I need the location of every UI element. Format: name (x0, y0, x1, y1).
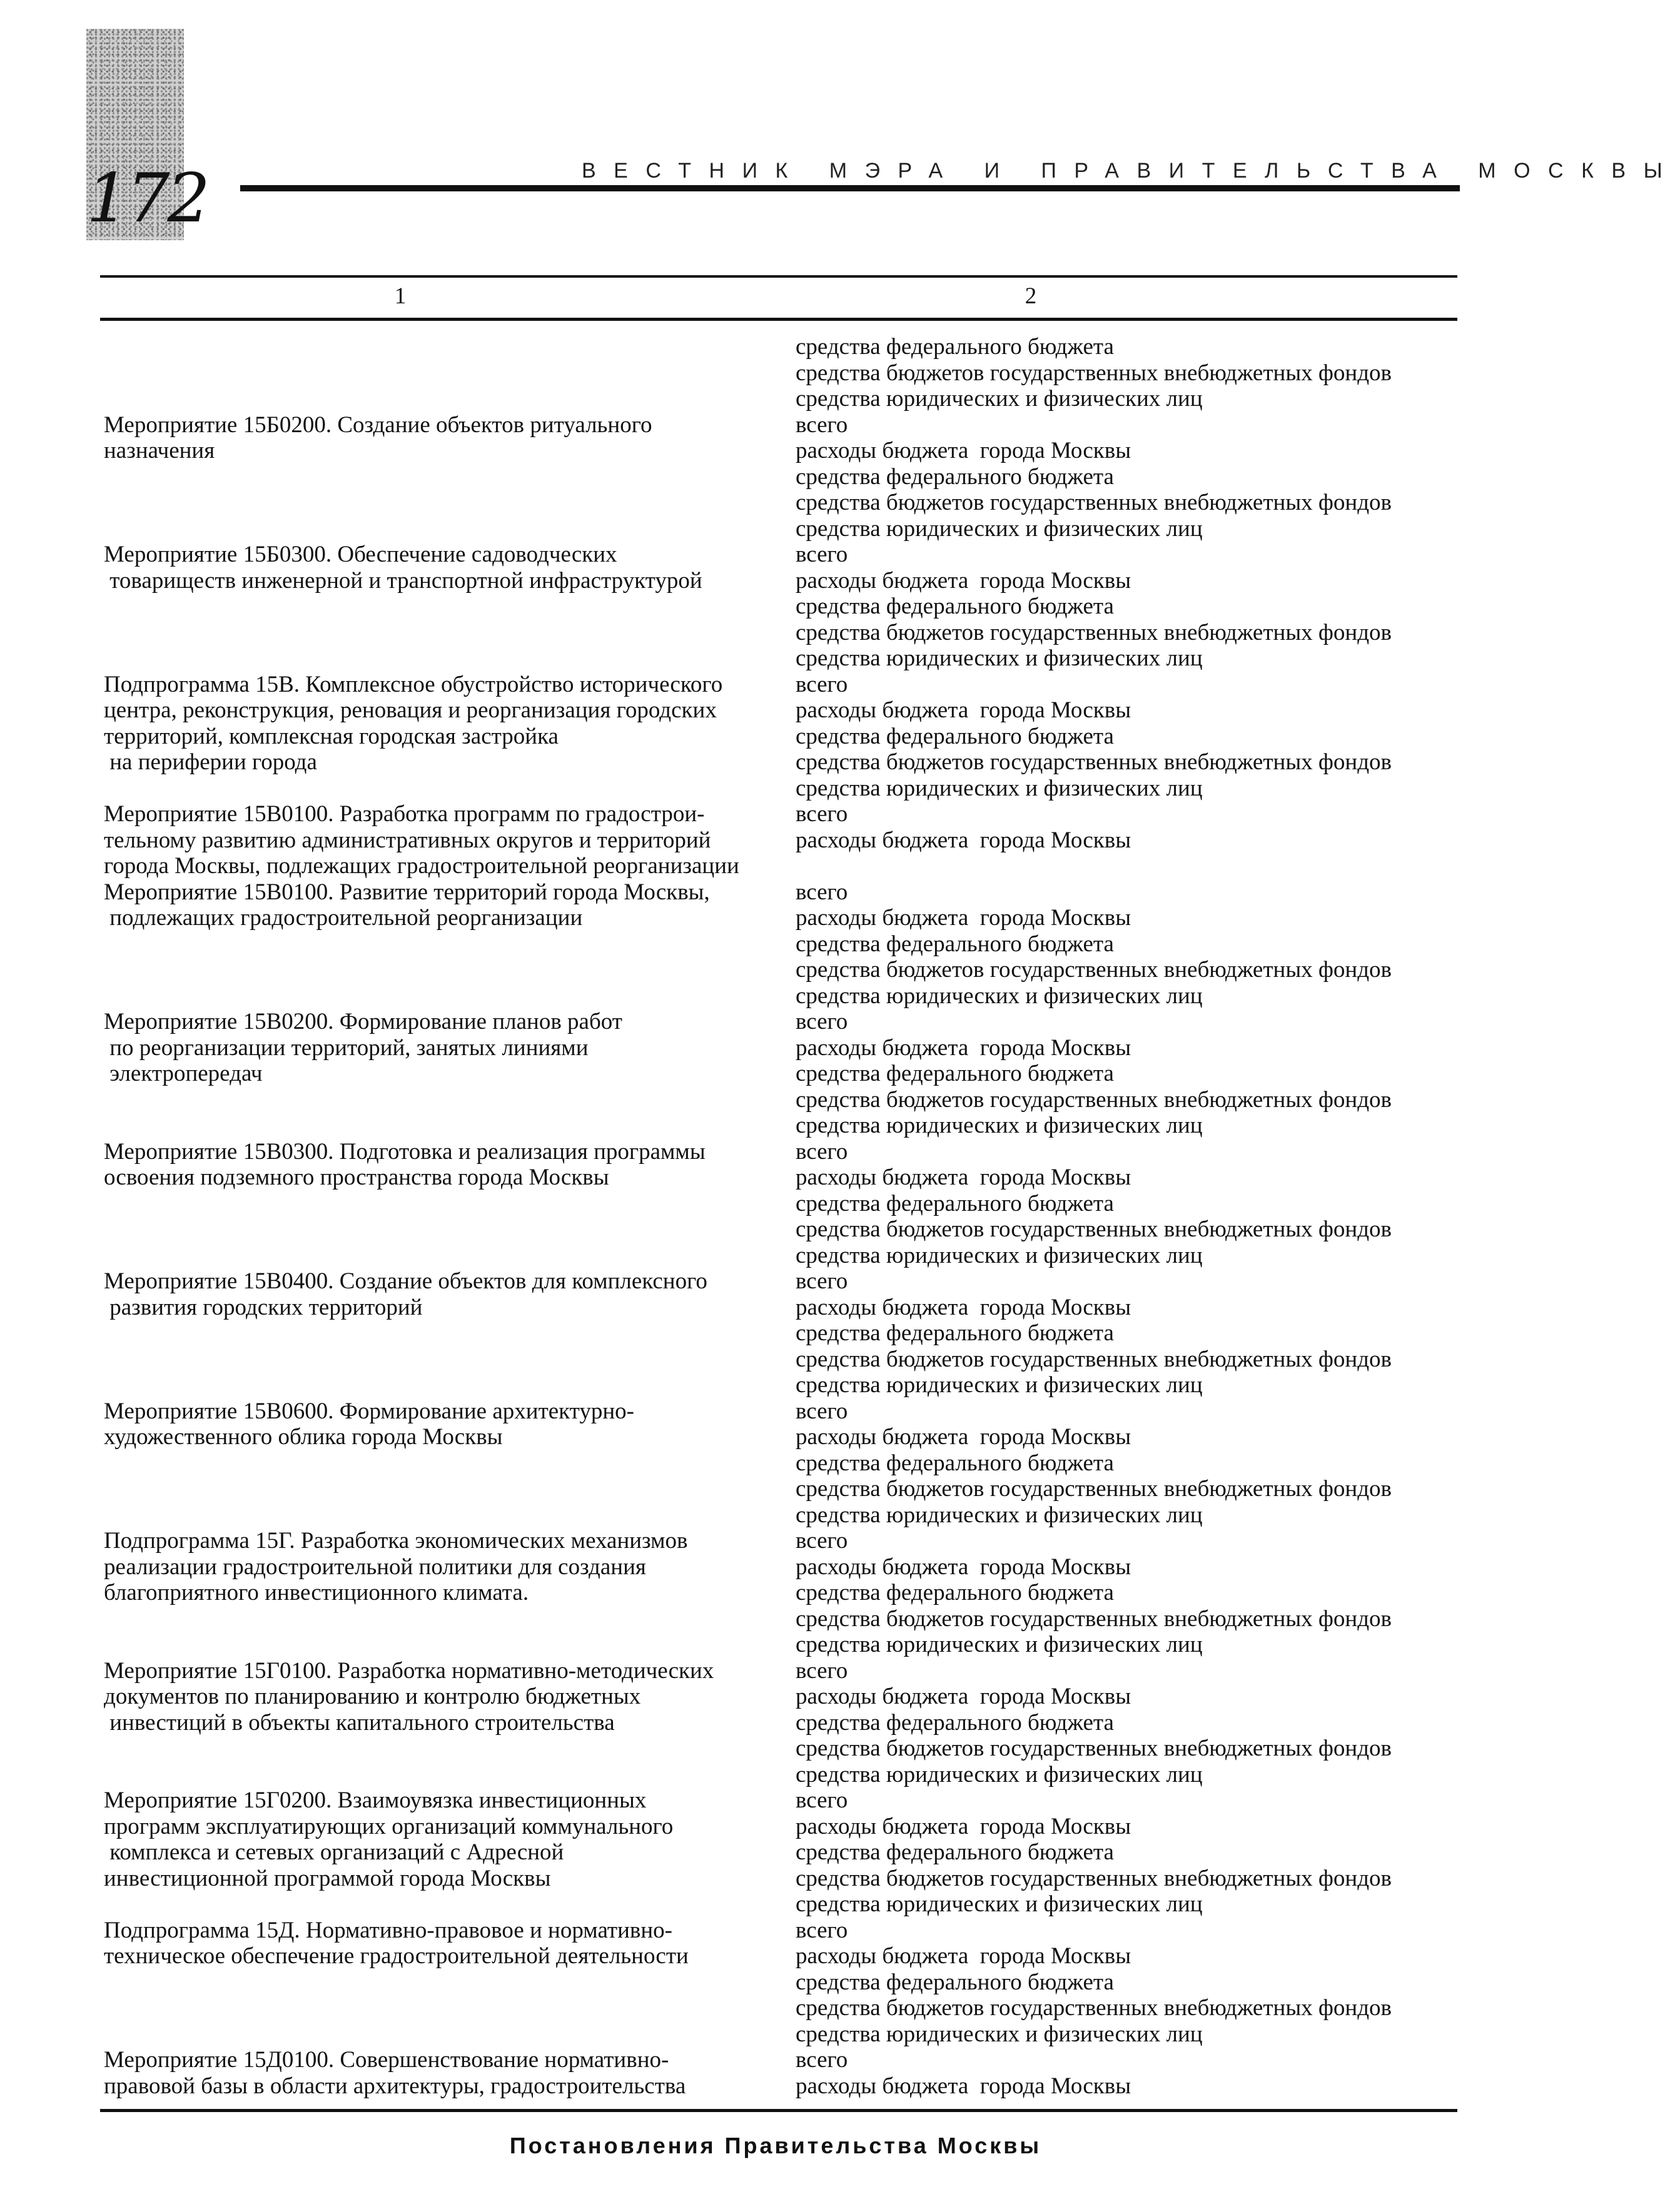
page-number: 172 (86, 159, 208, 238)
funding-source-text: расходы бюджета города Москвы (796, 1034, 1131, 1061)
funding-source-text: расходы бюджета города Москвы (796, 567, 1131, 594)
page-number-badge (86, 29, 208, 240)
program-item-text: документов по планированию и контролю бюджетных (104, 1684, 641, 1709)
funding-source-text: расходы бюджета города Москвы (796, 1294, 1131, 1320)
funding-source-text: расходы бюджета города Москвы (796, 438, 1131, 463)
funding-source-text: всего (796, 1398, 848, 1424)
program-item-text: развития городских территорий (104, 1294, 423, 1320)
funding-source-text: средства бюджетов государственных внебюджетных фондов (796, 1865, 1392, 1891)
funding-source-text: средства юридических и физических лиц (796, 1372, 1203, 1398)
program-item-text: Мероприятие 15Д0100. Совершенствование нормативно- (104, 2047, 669, 2073)
funding-source-text: средства бюджетов государственных внебюджетных фондов (796, 1476, 1392, 1502)
funding-source-text: расходы бюджета города Москвы (796, 1684, 1131, 1709)
funding-source-text: средства федерального бюджета (796, 723, 1114, 749)
program-item-text: Подпрограмма 15Г. Разработка экономических механизмов (104, 1528, 688, 1554)
funding-source-text: расходы бюджета города Москвы (796, 1943, 1131, 1969)
funding-source-text: расходы бюджета города Москвы (796, 1165, 1131, 1190)
funding-source-text: средства бюджетов государственных внебюджетных фондов (796, 1736, 1392, 1761)
program-item-text: техническое обеспечение градостроительной деятельности (104, 1943, 689, 1969)
funding-source-text: средства юридических и физических лиц (796, 1891, 1203, 1917)
funding-source-text: средства юридических и физических лиц (796, 645, 1203, 671)
program-item-text: подлежащих градостроительной реорганизации (104, 905, 583, 931)
funding-source-text: средства юридических и физических лиц (796, 2021, 1203, 2047)
funding-source-text: средства юридических и физических лиц (796, 1632, 1203, 1657)
funding-source-text: средства бюджетов государственных внебюджетных фондов (796, 1346, 1392, 1372)
funding-source-text: расходы бюджета города Москвы (796, 1813, 1131, 1839)
funding-source-text: расходы бюджета города Москвы (796, 1424, 1131, 1450)
funding-source-text: средства федерального бюджета (796, 594, 1114, 619)
program-item-text: освоения подземного пространства города Москвы (104, 1165, 609, 1190)
funding-source-text: средства юридических и физических лиц (796, 1113, 1203, 1138)
funding-source-text: средства бюджетов государственных внебюджетных фондов (796, 1086, 1392, 1113)
funding-source-text: средства юридических и физических лиц (796, 386, 1203, 412)
program-item-text: художественного облика города Москвы (104, 1424, 503, 1450)
funding-source-text: средства юридических и физических лиц (796, 515, 1203, 542)
funding-source-text: средства федерального бюджета (796, 334, 1114, 360)
column-header-2: 2 (1025, 283, 1037, 309)
program-item-text: тельному развитию административных округов и территорий (104, 827, 711, 853)
funding-source-text: средства федерального бюджета (796, 463, 1114, 490)
table-header-rule (100, 318, 1457, 321)
funding-source-text: всего (796, 1009, 848, 1034)
funding-source-text: средства бюджетов государственных внебюджетных фондов (796, 619, 1392, 645)
funding-source-text: всего (796, 1268, 848, 1294)
funding-source-text: средства юридических и физических лиц (796, 775, 1203, 801)
funding-source-text: средства федерального бюджета (796, 931, 1114, 957)
program-item-text: Мероприятие 15Г0200. Взаимоувязка инвестиционных (104, 1787, 647, 1813)
funding-source-text: всего (796, 1528, 848, 1554)
funding-source-text: средства федерального бюджета (796, 1969, 1114, 1995)
funding-source-text: расходы бюджета города Москвы (796, 1554, 1131, 1580)
program-item-text: инвестиционной программой города Москвы (104, 1865, 551, 1891)
table-bottom-rule (100, 2109, 1457, 2112)
program-item-text: Подпрограмма 15Д. Нормативно-правовое и нормативно- (104, 1917, 672, 1943)
funding-source-text: средства бюджетов государственных внебюджетных фондов (796, 490, 1392, 515)
funding-source-text: средства юридических и физических лиц (796, 1242, 1203, 1268)
funding-source-text: средства юридических и физических лиц (796, 1761, 1203, 1787)
footer-section-title: Постановления Правительства Москвы (509, 2133, 1042, 2158)
funding-source-text: расходы бюджета города Москвы (796, 905, 1131, 931)
funding-source-text: расходы бюджета города Москвы (796, 827, 1131, 853)
program-item-text: по реорганизации территорий, занятых линиями (104, 1034, 589, 1061)
funding-source-text: средства бюджетов государственных внебюджетных фондов (796, 1605, 1392, 1632)
header-rule (240, 185, 1460, 191)
program-item-text: благоприятного инвестиционного климата. (104, 1580, 529, 1605)
funding-source-text: средства федерального бюджета (796, 1709, 1114, 1736)
program-item-text: Мероприятие 15Б0200. Создание объектов ритуального (104, 412, 652, 438)
program-item-text: Мероприятие 15В0100. Развитие территорий города Москвы, (104, 879, 710, 905)
funding-source-text: всего (796, 671, 848, 697)
funding-source-text: средства федерального бюджета (796, 1320, 1114, 1346)
program-item-text: Мероприятие 15Г0100. Разработка нормативно-методических (104, 1657, 714, 1684)
program-item-text: города Москвы, подлежащих градостроительной реорганизации (104, 853, 739, 879)
program-item-text: территорий, комплексная городская застройка (104, 723, 559, 749)
column-header-1: 1 (394, 283, 407, 309)
program-item-text: комплекса и сетевых организаций с Адресной (104, 1839, 564, 1865)
table-top-rule (100, 275, 1457, 278)
program-item-text: назначения (104, 438, 215, 463)
funding-source-text: всего (796, 412, 848, 438)
journal-title: ВЕСТНИК МЭРА И ПРАВИТЕЛЬСТВА МОСКВЫ (582, 159, 1680, 183)
funding-source-text: средства федерального бюджета (796, 1580, 1114, 1605)
funding-source-text: всего (796, 1138, 848, 1165)
program-item-text: центра, реконструкция, реновация и реорганизация городских (104, 697, 717, 723)
program-item-text: Мероприятие 15В0600. Формирование архитектурно- (104, 1398, 634, 1424)
funding-source-text: расходы бюджета города Москвы (796, 697, 1131, 723)
funding-source-text: средства федерального бюджета (796, 1839, 1114, 1865)
program-item-text: инвестиций в объекты капитального строительства (104, 1709, 615, 1736)
funding-source-text: средства федерального бюджета (796, 1190, 1114, 1216)
program-item-text: Мероприятие 15В0400. Создание объектов для комплексного (104, 1268, 707, 1294)
program-item-text: программ эксплуатирующих организаций коммунального (104, 1813, 674, 1839)
funding-source-text: средства бюджетов государственных внебюджетных фондов (796, 749, 1392, 775)
funding-source-text: средства федерального бюджета (796, 1061, 1114, 1086)
program-item-text: Мероприятие 15В0200. Формирование планов работ (104, 1009, 622, 1034)
funding-source-text: средства бюджетов государственных внебюджетных фондов (796, 957, 1392, 983)
program-item-text: на периферии города (104, 749, 317, 775)
program-item-text: Мероприятие 15В0100. Разработка программ по градострои- (104, 801, 705, 827)
funding-source-text: всего (796, 1787, 848, 1813)
program-item-text: Мероприятие 15В0300. Подготовка и реализация программы (104, 1138, 706, 1165)
program-item-text: реализации градостроительной политики для создания (104, 1554, 646, 1580)
funding-source-text: всего (796, 879, 848, 905)
program-item-text: товариществ инженерной и транспортной инфраструктурой (104, 567, 702, 594)
program-item-text: Подпрограмма 15В. Комплексное обустройство исторического (104, 671, 723, 697)
funding-source-text: всего (796, 2047, 848, 2073)
funding-source-text: средства юридических и физических лиц (796, 983, 1203, 1009)
funding-source-text: всего (796, 542, 848, 567)
funding-source-text: всего (796, 801, 848, 827)
funding-source-text: всего (796, 1657, 848, 1684)
funding-source-text: средства федерального бюджета (796, 1450, 1114, 1476)
funding-source-text: всего (796, 1917, 848, 1943)
program-item-text: правовой базы в области архитектуры, градостроительства (104, 2073, 686, 2099)
funding-source-text: средства бюджетов государственных внебюджетных фондов (796, 360, 1392, 386)
funding-source-text: расходы бюджета города Москвы (796, 2073, 1131, 2099)
program-item-text: электропередач (104, 1061, 263, 1086)
funding-source-text: средства бюджетов государственных внебюджетных фондов (796, 1995, 1392, 2021)
program-item-text: Мероприятие 15Б0300. Обеспечение садоводческих (104, 542, 617, 567)
funding-source-text: средства юридических и физических лиц (796, 1502, 1203, 1528)
funding-source-text: средства бюджетов государственных внебюджетных фондов (796, 1216, 1392, 1242)
